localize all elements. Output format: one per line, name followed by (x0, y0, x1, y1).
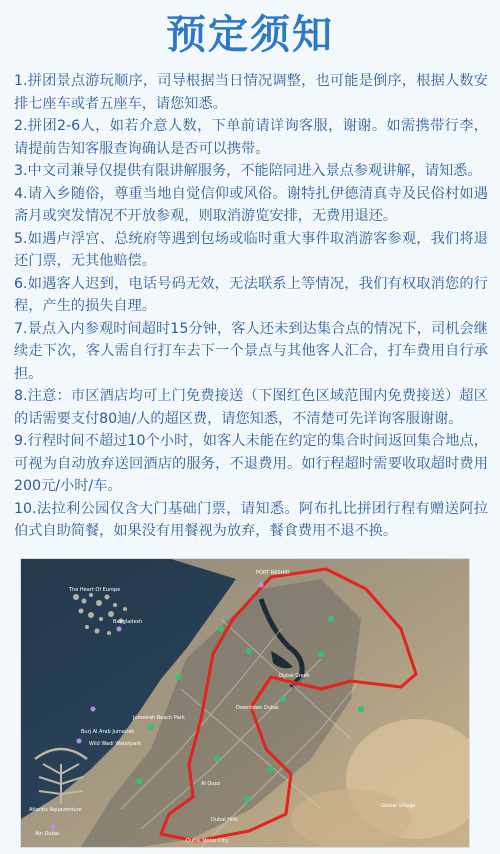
map-label-al-quoz: Al Quoz (201, 781, 221, 787)
map-label-bangladesh: Bangladesh (113, 619, 143, 625)
map-label-global-village: Global Village (381, 803, 416, 809)
map-label-dubai-hills: Dubai Hills (211, 817, 238, 823)
map-label-motor-city: Dubai Motor City (186, 838, 229, 844)
notice-list (14, 70, 488, 543)
title-bar (0, 0, 500, 62)
notice-item-2: 2.拼团2-6人，如若介意人数，下单前请详询客服，谢谢。如需携带行李，请提前告知客服查询确认是否可以携带。 (14, 118, 488, 157)
map-label-dubai-creek: Dubai Creek (279, 673, 310, 679)
notice-item-9: 9.行程时间不超过10个小时，如客人未能在约定的集合时间返回集合地点，可视为自动放弃送回酒店的服务，不退费用。如行程超时需要收取超时费用200元/小时/车。 (14, 433, 488, 494)
notice-item-7: 7.景点入内参观时间超时15分钟，客人还未到达集合点的情况下，司机会继续走下次，客人需自行打车去下一个景点与其他客人汇合，打车费用自行承担。 (14, 320, 488, 382)
notice-item-6: 6.如遇客人迟到，电话号码无效，无法联系上等情况，我们有权取消您的行程，产生的损失自理。 (14, 275, 488, 314)
desert-patch (291, 789, 411, 847)
map-label-jumeirah: Jumeirah Beach Park (133, 715, 185, 721)
map-label-burj: Burj Al Arab Jumeirah (81, 729, 135, 735)
map-label-atlantis: Atlantis Aquaventure (29, 807, 82, 813)
service-area-map (20, 558, 470, 848)
map-label-ain-dubai: Ain Dubai (35, 831, 60, 837)
page-title: 预定须知 (166, 11, 334, 58)
map-label-heart-of-europe: The Heart Of Europe (69, 587, 121, 593)
notice-item-1: 1.拼团景点游玩顺序，司导根据当日情况调整，也可能是倒序，根据人数安排七座车或者五座车，请您知悉。 (14, 73, 488, 112)
notice-item-8: 8.注意：市区酒店均可上门免费接送（下图红色区域范围内免费接送）超区的话需要支付80迪/人的超区费，请您知悉，不清楚可先详询客服谢谢。 (14, 388, 488, 427)
notice-item-10: 10.法拉利公园仅含大门基础门票，请知悉。阿布扎比拼团行程有赠送阿拉伯式自助简餐，如果没有用餐视为放弃，餐食费用不退不换。 (14, 500, 488, 539)
map-label-port: PORT RASHID (256, 570, 290, 576)
map-label-wild-wadi: Wild Wadi Waterpark (89, 741, 142, 747)
map-image (21, 559, 469, 847)
map-label-downtown: Downtown Dubai (236, 705, 279, 711)
notice-item-3: 3.中文司兼导仅提供有限讲解服务，不能陪同进入景点参观讲解，请知悉。 (14, 163, 482, 179)
notice-item-5: 5.如遇卢浮宫、总统府等遇到包场或临时重大事件取消游客参观，我们将退还门票，无其他赔偿。 (14, 230, 488, 269)
notice-item-4: 4.请入乡随俗，尊重当地自觉信仰或风俗。谢特扎伊德清真寺及民俗村如遇斋月或突发情况不开放参观，则取消游览安排，无费用退还。 (14, 185, 488, 224)
